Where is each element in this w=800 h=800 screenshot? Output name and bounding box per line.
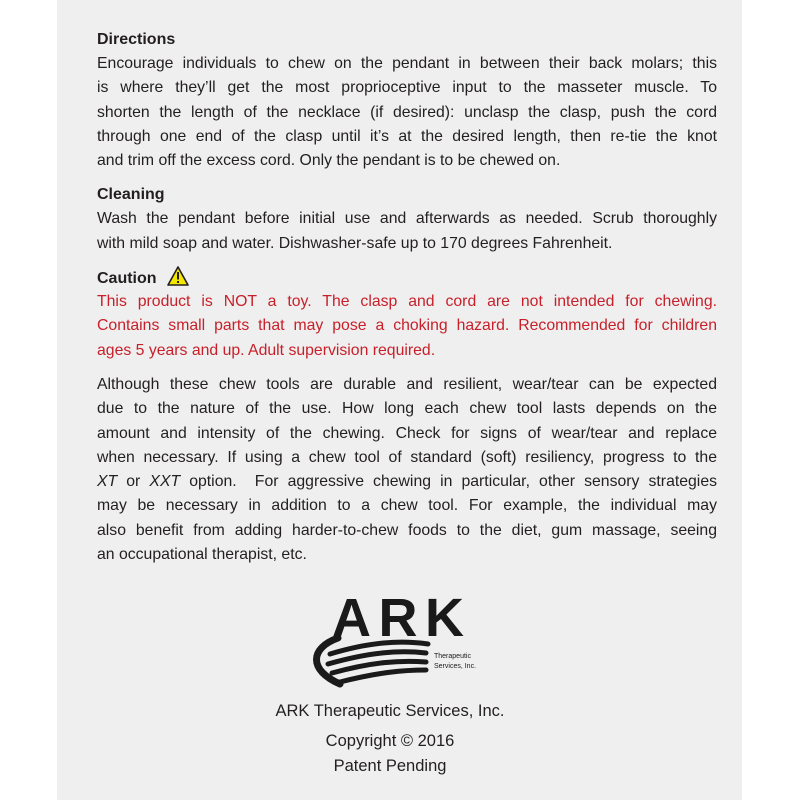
text-line: amount and intensity of the chewing. Check for signs of wear/tear and replace xyxy=(97,424,717,442)
cleaning-heading: Cleaning xyxy=(97,186,165,204)
text-line: may be necessary in addition to a chew tool. For example, the individual may xyxy=(97,497,717,515)
warning-triangle-icon xyxy=(167,266,189,286)
cleaning-section xyxy=(97,183,717,256)
svg-text:ARK: ARK xyxy=(332,590,464,648)
company-name: ARK Therapeutic Services, Inc. xyxy=(275,702,505,720)
text-line: shorten the length of the necklace (if desired): unclasp the clasp, push the cord xyxy=(97,103,717,121)
text-line: also benefit from adding harder-to-chew foods to the diet, gum massage, seeing xyxy=(97,521,717,539)
xt-option: XT xyxy=(97,473,118,491)
wear-section xyxy=(97,373,717,567)
text-fragment: option. For aggressive chewing in particular, other sensory strategies xyxy=(180,473,718,491)
ark-logo xyxy=(300,590,490,690)
caution-line: Contains small parts that may pose a choking hazard. Recommended for children xyxy=(97,317,717,335)
text-line: through one end of the clasp until it’s at the desired length, then re-tie the knot xyxy=(97,127,717,145)
text-line xyxy=(97,470,717,494)
patent-status: Patent Pending xyxy=(333,757,447,775)
directions-heading: Directions xyxy=(97,31,176,48)
text-line: Although these chew tools are durable and resilient, wear/tear can be expected xyxy=(97,375,717,393)
instructions-content xyxy=(97,28,717,577)
xxt-option: XXT xyxy=(149,473,181,491)
caution-line: ages 5 years and up. Adult supervision required. xyxy=(97,341,436,359)
text-fragment: or xyxy=(117,473,150,491)
copyright: Copyright © 2016 xyxy=(325,732,455,750)
text-line: and trim off the excess cord. Only the pendant is to be chewed on. xyxy=(97,152,561,170)
text-line: is where they’ll get the most proprioceptive input to the masseter muscle. To xyxy=(97,79,717,97)
directions-section xyxy=(97,28,717,173)
caution-heading-text: Caution xyxy=(97,270,157,288)
caution-section xyxy=(97,266,717,363)
caution-line: This product is NOT a toy. The clasp and cord are not intended for chewing. xyxy=(97,293,717,311)
caution-heading xyxy=(97,266,717,290)
text-line: due to the nature of the use. How long each chew tool lasts depends on the xyxy=(97,400,717,418)
text-line: when necessary. If using a chew tool of standard (soft) resiliency, progress to the xyxy=(97,448,717,466)
text-line: with mild soap and water. Dishwasher-safe up to 170 degrees Fahrenheit. xyxy=(97,234,613,252)
svg-text:Therapeutic: Therapeutic xyxy=(434,653,471,660)
text-line: Encourage individuals to chew on the pendant in between their back molars; this xyxy=(97,55,717,72)
text-line: an occupational therapist, etc. xyxy=(97,546,307,564)
text-line: Wash the pendant before initial use and afterwards as needed. Scrub thoroughly xyxy=(97,210,717,228)
svg-text:Services, Inc.: Services, Inc. xyxy=(434,663,477,670)
